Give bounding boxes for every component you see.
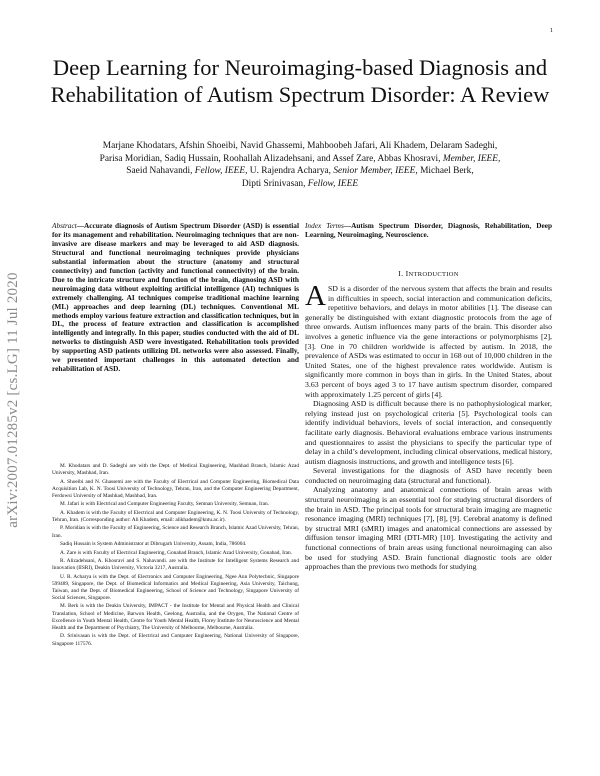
abstract-text: —Accurate diagnosis of Autism Spectrum Disorder (ASD) is essential for its management and rehabilitation. Neuroimaging techniques that are non-invasive are disease markers and may be leveraged to aid ASD diagnosis. Structural and functional neuroimaging techniques provide physicians substantial information about the structure (anatomy and structural connectivity) and function (activity and functional connectivity) of the brain. Due to the intricate structure and function of the brain, diagnosing ASD with neuroimaging data without exploiting artificial intelligence (AI) techniques is extremely challenging. AI techniques comprise traditional machine learning (ML) approaches and deep learning (DL) techniques. Conventional ML methods employ various feature extraction and classification techniques, but in DL, the process of feature extraction and classification is accomplished intelligently and integrally. In this paper, studies conducted with the aid of DL networks to distinguish ASD were investigated. Rehabilitation tools provided by supporting ASD patients utilizing DL networks were also assessed. Finally, we presented important challenges in this automated detection and rehabilitation of ASD. (52, 221, 299, 374)
footnote: M. Jafari is with Electrical and Computer Engineering Faculty, Semnan University, Semnan, Iran. (60, 501, 269, 508)
footnote: M. Khodatars and D. Sadeghi are with the Dept. of Medical Engineering, Mashhad Branch, Islamic Azad University, Mashhad, Iran. (52, 463, 299, 477)
intro-paragraph: Several investigations for the diagnosis of ASD have recently been conducted on neuroimaging data (structural and functional). (305, 466, 552, 485)
author-line-2: Parisa Moridian, Sadiq Hussain, Roohallah Alizadehsani, and Assef Zare, Abbas Khosravi, Member, IEEE, (99, 153, 501, 164)
footnote: R. Alizadehsani, A. Khosravi and S. Nahavandi. are with the Institute for Intelligent Systems Research and Innovation (IISRI), Deakin University, Victoria 3217, Australia. (52, 557, 299, 572)
abstract-lead: Abstract (52, 221, 77, 230)
section-heading: I. INTRODUCTION (398, 269, 459, 278)
drop-cap: A (305, 280, 326, 312)
footnote: D. Srinivasan is with the Dept. of Electrical and Computer Engineering, National University of Singapore, Singapore 117576. (52, 633, 299, 647)
index-terms-lead: Index Terms (305, 221, 344, 230)
footnote: A. Shoeibi and N. Ghassemi are with the Faculty of Electrical and Computer Engineering, Biomedical Data Acquisition Lab, K. N. Toosi University of Technology, Tehran, Iran, and the Computer Engineering Department, Ferdowsi University of Mashhad, Mashhad, Iran. (52, 478, 299, 499)
introduction-body (305, 280, 553, 572)
paper-title: Deep Learning for Neuroimaging-based Diagnosis and Rehabilitation of Autism Spectrum Disorder: A Review (50, 55, 550, 107)
intro-paragraph: Analyzing anatomy and anatomical connections of brain areas with structural neuroimaging is an essential tool for studying structural disorders of the brain in ASD. The principal tools for structural brain imaging are magnetic resonance imaging (MRI) techniques [7], [8], [9]. Cerebral anatomy is defined by structral MRI (sMRI) images and anatomical connections are assessed by diffusion tensor imaging MRI (DTI-MR) [10]. Investigating the activity and functional connections of brain areas using functional neuroimaging can also be used for studying ASD. Brain functional diagnostic tools are older approaches than the previous two methods for studying (305, 485, 552, 572)
footnote: U. R. Acharya is with the Dept. of Electronics and Computer Engineering, Ngee Ann Polytechnic, Singapore 599489, Singapore, the Dept. of Biomedical Informatics and Medical Engineering, Asia University, Taichung, Taiwan, and the Dept. of Biomedical Engineering, School of Science and Technology, Singapore University of Social Sciences, Singapore. (52, 573, 299, 602)
author-line-3: Saeid Nahavandi, Fellow, IEEE, U. Rajendra Acharya, Senior Member, IEEE, Michael Berk, (126, 166, 474, 177)
footnote: A. Khadem is with the Faculty of Electrical and Computer Engineering, K. N. Toosi University of Technology, Tehran, Iran. (Corresponding author: Ali Khadem, email: alikhadem@kntu.ac.ir). (52, 509, 299, 523)
footnotes (52, 463, 299, 649)
intro-paragraph: ASD is a disorder of the nervous system that affects the brain and results in difficulties in speech, social interaction and communication deficits, repetitive behaviors, and delays in motor abilities [1]. The disease can generally be distinguished with extant diagnostic protocols from the age of three onwards. Autism influences many parts of the brain. This disorder also involves a genetic influence via the gene interactions or polymorphisms [2], [3]. One in 70 children worldwide is affected by autism. In 2018, the prevalence of ASDs was estimated to occur in 168 out of 10,000 children in the United States, one of the highest prevalence rates worldwide. Autism is significantly more common in boys than in girls. In the United States, about 3.63 percent of boys aged 3 to 17 have autism spectrum disorder, compared with approximately 1.25 percent of girls [4]. (305, 280, 552, 399)
author-list (55, 140, 545, 190)
author-line-1: Marjane Khodatars, Afshin Shoeibi, Navid Ghassemi, Mahboobeh Jafari, Ali Khadem, Delaram Sadeghi, (102, 141, 498, 151)
footnote: P. Moridian is with the Faculty of Engineering, Science and Research Branch, Islamic Azad University, Tehran, Iran. (52, 525, 299, 539)
footnote: A. Zare is with Faculty of Electrical Engineering, Gonabad Branch, Islamic Azad University, Gonabad, Iran. (60, 549, 293, 556)
author-line-4: Dipti Srinivasan, Fellow, IEEE (241, 178, 359, 189)
page-number: 1 (549, 27, 553, 34)
abstract (52, 222, 299, 374)
footnote: M. Berk is with the Deakin University, IMPACT - the Institute for Mental and Physical Health and Clinical Translation, School of Medicine, Barwon Health, Geelong, Australia, and the Orygen, The National Centre of Excellence in Youth Mental Health, Centre for Youth Mental Health, Florey Institute for Neuroscience and Mental Health and the Department of Psychiatry, The University of Melbourne, Melbourne, Australia. (52, 603, 299, 631)
index-terms (305, 222, 552, 240)
intro-paragraph: Diagnosing ASD is difficult because there is no pathophysiological marker, relying instead just on psychological criteria [5]. Psychological tools can identify individual behaviors, levels of social interaction, and consequently facilitate early diagnosis. Behavioral evaluations embrace various instruments and questionnaires to assist the physicians to specify the particular type of delay in a child’s development, including clinical observations, medical history, autism diagnosis instructions, and growth and intelligence tests [6]. (305, 399, 553, 466)
index-terms-text: —Autism Spectrum Disorder, Diagnosis, Rehabilitation, Deep Learning, Neuroimaging, Neuroscience. (305, 221, 552, 239)
arxiv-stamp: arXiv:2007.01285v2 [cs.LG] 11 Jul 2020 (4, 272, 21, 528)
footnote: Sadiq Hussain is System Administrator at Dibrugarh University, Assam, India, 786004. (60, 541, 247, 548)
